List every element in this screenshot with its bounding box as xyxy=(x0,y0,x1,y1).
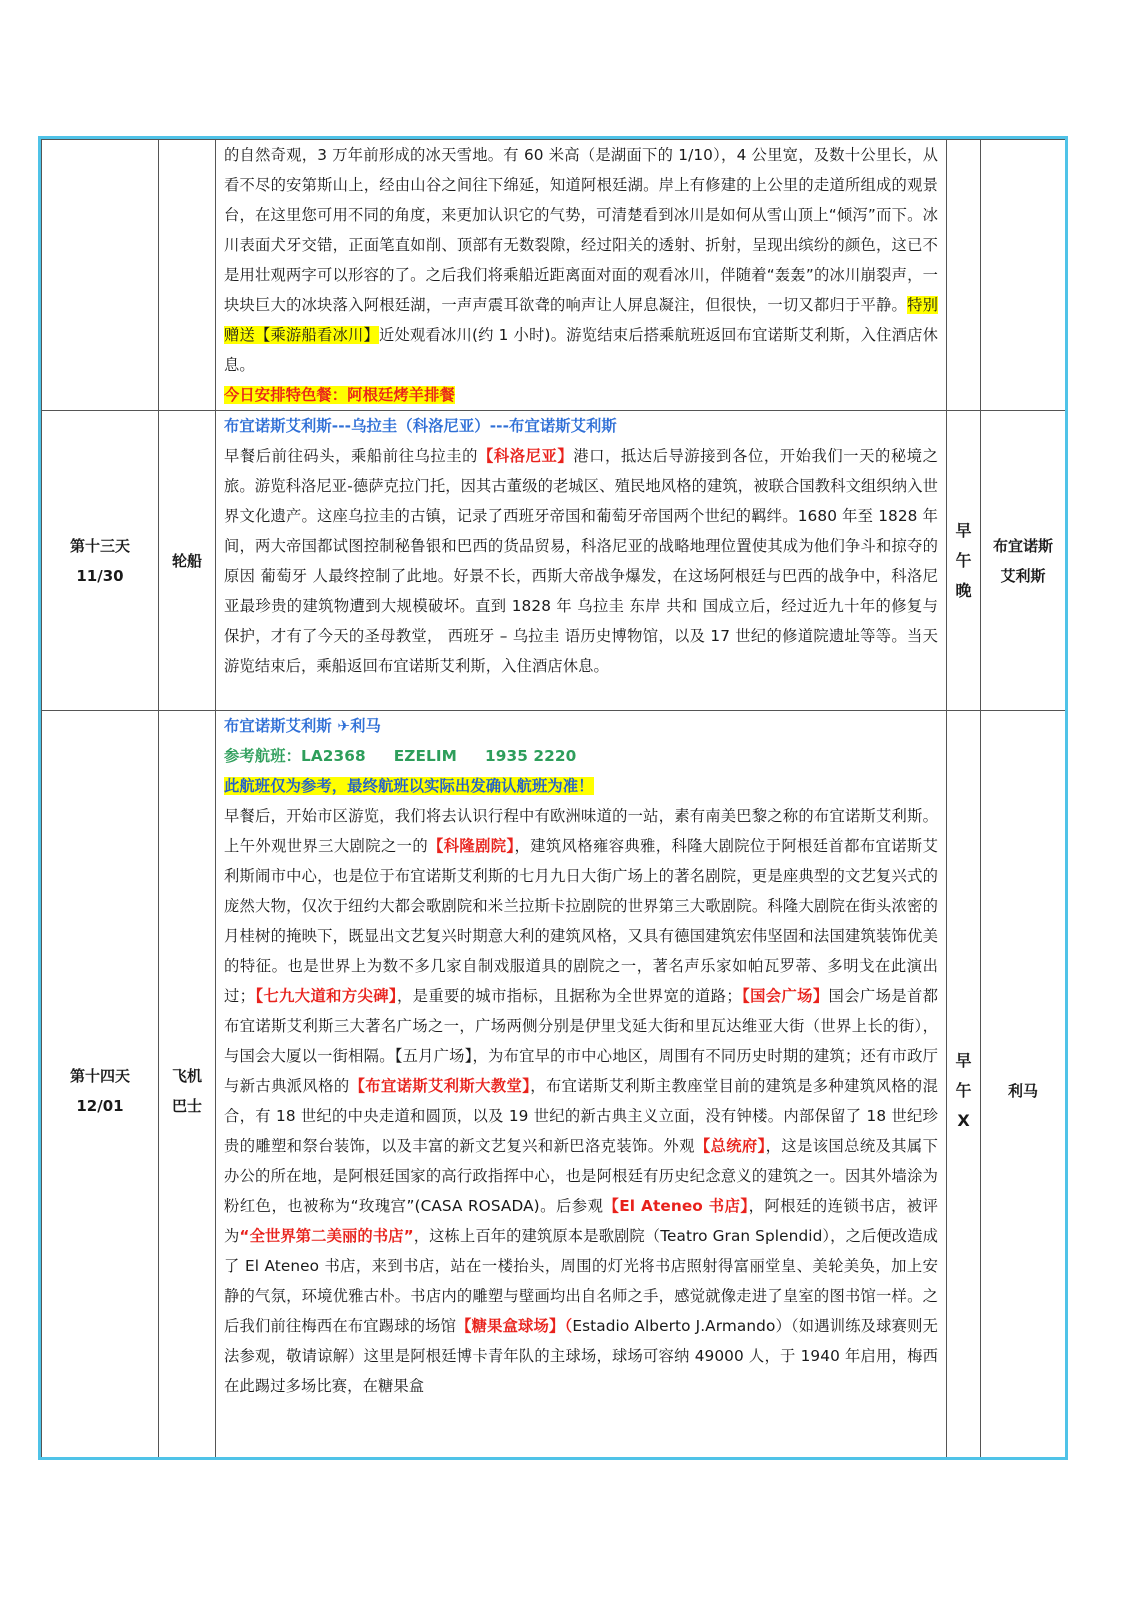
keyword: 【七九大道和方尖碑】 xyxy=(255,987,397,1005)
description-text: 的自然奇观，3 万年前形成的冰天雪地。有 60 米高（是湖面下的 1/10），4 公里宽，及数十公里长，从看不尽的安第斯山上，经由山谷之间往下绵延，知道阿根廷湖。岸上有修建的上公里的走道所组成的观景台，在这里您可用不同的角度，来更加认识它的气势，可清楚看到冰川是如何从雪山顶上“倾泻”而下。冰川表面犬牙交错，正面笔直如削、顶部有无数裂隙，经过阳关的透射、折射，呈现出缤纷的颜色，这已不是用壮观两字可以形容的了。之后我们将乘船近距离面对面的观看冰川，伴随着“轰轰”的冰川崩裂声，一块块巨大的冰块落入阿根廷湖，一声声震耳欲聋的响声让人屏息凝注，但很快，一切又都归于平静。 xyxy=(224,146,938,314)
route-title: 布宜诺斯艾利斯---乌拉圭（科洛尼亚）---布宜诺斯艾利斯 xyxy=(224,417,617,435)
content-cell xyxy=(216,140,947,411)
route-to: 利马 xyxy=(350,717,381,735)
table-row xyxy=(42,411,1066,711)
transport-cell xyxy=(159,411,216,711)
keyword: 【国会广场】 xyxy=(741,987,829,1005)
description xyxy=(224,801,938,1401)
hotel-cell xyxy=(981,711,1066,1461)
flight-note: 此航班仅为参考，最终航班以实际出发确认航班为准！ xyxy=(224,777,594,795)
day-label: 第十四天 xyxy=(69,1066,130,1085)
hotel-cell xyxy=(981,411,1066,711)
description xyxy=(224,140,938,380)
flight-times: 1935 2220 xyxy=(485,747,577,765)
day-cell xyxy=(42,140,159,411)
description-text: ，建筑风格雍容典雅，科隆大剧院位于阿根廷首都布宜诺斯艾利斯闹市中心，也是位于布宜诺斯艾利斯的七月九日大街广场上的著名剧院，更是座典型的文艺复兴式的庞然大物，仅次于纽约大都会歌剧院和米兰拉斯卡拉剧院的世界第三大歌剧院。科隆大剧院在街头浓密的月桂树的掩映下，既显出文艺复兴时期意大利的建筑风格，又具有德国建筑宏伟坚固和法国建筑装饰优美的特征。也是世界上为数不多几家自制戏服道具的剧院之一，著名声乐家如帕瓦罗蒂、多明戈在此演出过； xyxy=(224,837,938,1005)
transport-cell xyxy=(159,711,216,1461)
keyword: 【科洛尼亚】 xyxy=(478,447,574,465)
description-text: 近处观看冰川(约 1 小时)。游览结束后搭乘航班返回布宜诺斯艾利斯，入住酒店休息。 xyxy=(224,326,938,374)
flight-number: 参考航班：LA2368 xyxy=(224,747,366,765)
description-text: 港口，抵达后导游接到各位，开始我们一天的秘境之旅。游览科洛尼亚-德萨克拉门托，因其古董级的老城区、殖民地风格的建筑，被联合国教科文组织纳入世界文化遗产。这座乌拉圭的古镇，记录了西班牙帝国和葡萄牙帝国两个世纪的羁绊。1680 年至 1828 年间，两大帝国都试图控制秘鲁银和巴西的货品贸易，科洛尼亚的战略地理位置使其成为他们争斗和掠夺的原因 葡萄牙 人最终控制了此地。好景不长，西斯大帝战争爆发，在这场阿根廷与巴西的战争中，科洛尼亚最珍贵的建筑物遭到大规模破坏。直到 1828 年 乌拉圭 东岸 共和 国成立后，经过近九十年的修复与保护，才有了今天的圣母教堂， 西班牙 – 乌拉圭 语历史博物馆，以及 17 世纪的修道院遗址等等。当天游览结束后，乘船返回布宜诺斯艾利斯，入住酒店休息。 xyxy=(224,447,938,675)
table-row xyxy=(42,140,1066,411)
meal-cell xyxy=(947,411,981,711)
meal-breakfast: 早 xyxy=(955,520,972,540)
day-cell xyxy=(42,711,159,1461)
airplane-icon: ✈ xyxy=(337,717,351,735)
table-row xyxy=(42,711,1066,1461)
hotel-label: 艾利斯 xyxy=(1000,566,1046,585)
route-from: 布宜诺斯艾利斯 xyxy=(224,717,338,735)
content-cell xyxy=(216,711,947,1461)
content-cell xyxy=(216,411,947,711)
meal-dinner: 晚 xyxy=(955,580,972,600)
meal-breakfast: 早 xyxy=(955,1050,972,1070)
date-label: 12/01 xyxy=(76,1096,124,1115)
description-text: ，阿根廷的连锁书店，被评为 xyxy=(224,1197,938,1245)
hotel-label: 布宜诺斯 xyxy=(992,536,1053,555)
transport-label: 轮船 xyxy=(171,551,202,570)
hotel-cell xyxy=(981,140,1066,411)
transport-label: 飞机 xyxy=(171,1066,202,1085)
description-text: 早餐后前往码头，乘船前往乌拉圭的 xyxy=(224,447,479,465)
keyword: “全世界第二美丽的书店” xyxy=(239,1227,414,1245)
keyword: 【布宜诺斯艾利斯大教堂】 xyxy=(349,1077,531,1095)
meal-lunch: 午 xyxy=(955,1080,972,1100)
keyword: 【科隆剧院】 xyxy=(428,837,515,855)
description-text: ，是重要的城市指标，且据称为全世界宽的道路； xyxy=(396,987,742,1005)
meal-cell xyxy=(947,711,981,1461)
description xyxy=(224,441,938,681)
meal-dinner: X xyxy=(957,1110,970,1130)
flight-airports: EZELIM xyxy=(393,747,458,765)
day-label: 第十三天 xyxy=(69,536,130,555)
meal-lunch: 午 xyxy=(955,550,972,570)
description-text: 国会广场是首都布宜诺斯艾利斯三大著名广场之一，广场两侧分别是伊里戈延大街和里瓦达维亚大街（世界上长的街），与国会大厦以一街相隔。【五月广场】，为布宜早的市中心地区，周围有不同历史时期的建筑；还有市政厅与新古典派风格的 xyxy=(224,987,939,1095)
description-text: ，这是该国总统及其属下办公的所在地，是阿根廷国家的高行政指挥中心，也是阿根廷有历史纪念意义的建筑之一。因其外墙涂为粉红色，也被称为“玫瑰宫”(CASA ROSADA)。后参观 xyxy=(224,1137,938,1215)
description-text: Estadio Alberto J.Armando）（如遇训练及球赛则无法参观，敬请谅解）这里是阿根廷博卡青年队的主球场，球场可容纳 49000 人，于 1940 年启用，梅西在此踢过多场比赛，在糖果盒 xyxy=(224,1317,938,1395)
hotel-label: 利马 xyxy=(1007,1081,1038,1100)
keyword: 【El Ateneo 书店】 xyxy=(603,1197,749,1215)
keyword: 【总统府】 xyxy=(694,1137,766,1155)
transport-label: 巴士 xyxy=(171,1096,202,1115)
description-text: ，布宜诺斯艾利斯主教座堂目前的建筑是多种建筑风格的混合，有 18 世纪的中央走道和圆顶，以及 19 世纪的新古典主义立面，没有钟楼。内部保留了 18 世纪珍贵的雕塑和祭台装饰，以及丰富的新文艺复兴和新巴洛克装饰。外观 xyxy=(224,1077,938,1155)
description-text: 早餐后，开始市区游览，我们将去认识行程中有欧洲味道的一站，素有南美巴黎之称的布宜诺斯艾利斯。上午外观世界三大剧院之一的 xyxy=(224,807,938,855)
day-cell xyxy=(42,411,159,711)
meal-cell xyxy=(947,140,981,411)
itinerary-table xyxy=(41,139,1066,1460)
gift-highlight: 特别赠送【乘游船看冰川】 xyxy=(224,296,938,344)
special-meal: 今日安排特色餐：阿根廷烤羊排餐 xyxy=(224,386,455,404)
itinerary-frame xyxy=(38,136,1068,1460)
keyword: 【糖果盒球场】（ xyxy=(456,1317,573,1335)
description-text: ，这栋上百年的建筑原本是歌剧院（Teatro Gran Splendid），之后便改造成了 El Ateneo 书店，来到书店，站在一楼抬头，周围的灯光将书店照射得富丽堂皇、美轮美奂，加上安静的气氛，环境优雅古朴。书店内的雕塑与壁画均出自名师之手，感觉就像走进了皇室的图书馆一样。之后我们前往梅西在布宜踢球的场馆 xyxy=(224,1227,938,1335)
date-label: 11/30 xyxy=(76,566,124,585)
transport-cell xyxy=(159,140,216,411)
